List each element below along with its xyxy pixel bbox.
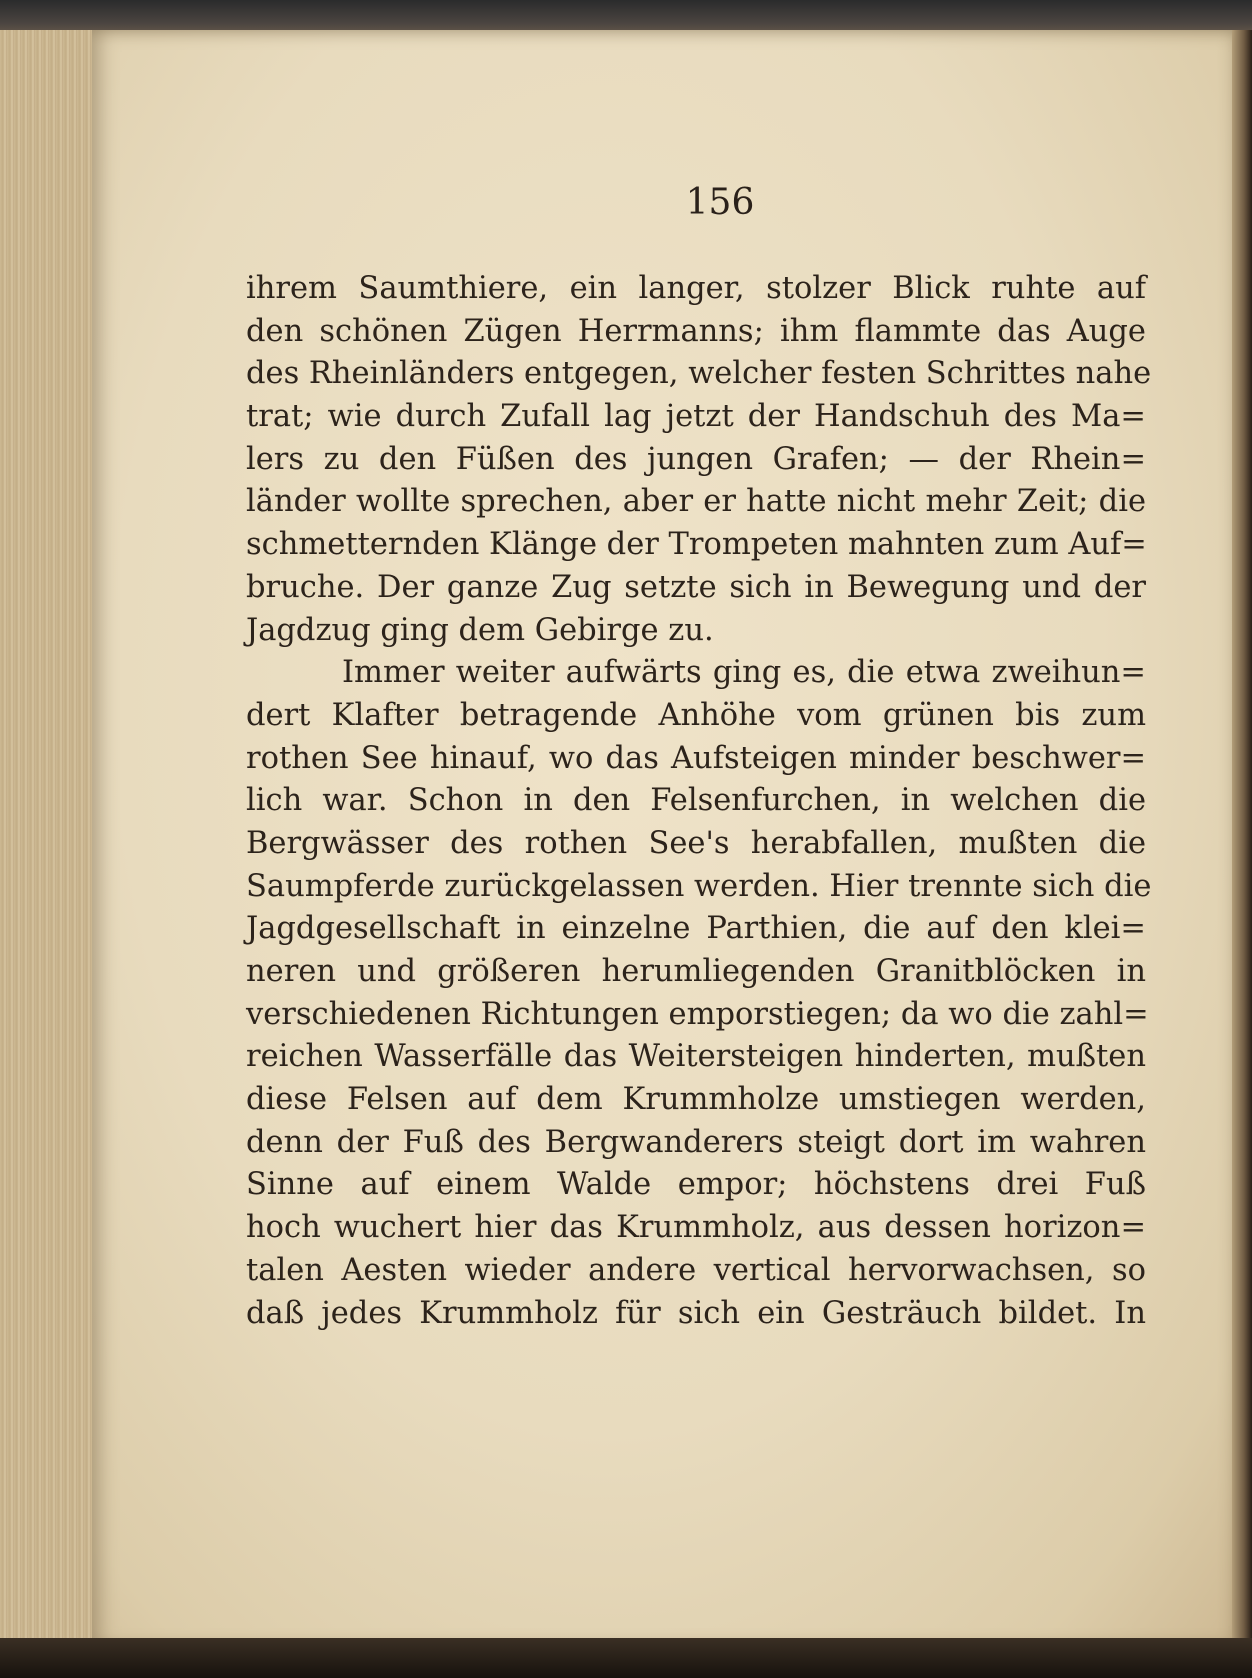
text-line: verschiedenen Richtungen emporstiegen; da wo die zahl= (246, 996, 1149, 1032)
book-bottom-edge (0, 1638, 1252, 1678)
text-line: ihrem Saumthiere, ein langer, stolzer Blick ruhte auf (246, 271, 1146, 306)
text-line: denn der Fuß des Bergwanderers steigt dort im wahren (246, 1124, 1146, 1160)
body-text (246, 268, 1152, 1335)
paragraph-start-line: Immer weiter aufwärts ging es, die etwa zweihun= (342, 655, 1146, 691)
text-line: reichen Wasserfälle das Weitersteigen hinderten, mußten (246, 1039, 1146, 1075)
text-line: hoch wuchert hier das Krummholz, aus dessen horizon= (246, 1210, 1146, 1246)
page-stack-left (0, 30, 102, 1650)
text-line: Jagdgesellschaft in einzelne Parthien, die auf den klei= (246, 911, 1146, 947)
page-number: 156 (685, 182, 755, 223)
text-line: Saumpferde zurückgelassen werden. Hier trennte sich die (246, 868, 1152, 904)
text-line: diese Felsen auf dem Krummholze umstiegen werden, (246, 1082, 1146, 1118)
book-right-edge (1232, 30, 1252, 1650)
text-line: rothen See hinauf, wo das Aufsteigen minder beschwer= (246, 740, 1146, 776)
text-line: bruche. Der ganze Zug setzte sich in Bewegung und der (246, 569, 1146, 605)
text-line: neren und größeren herumliegenden Granitblöcken in (246, 954, 1146, 989)
text-line: Jagdzug ging dem Gebirge zu. (246, 612, 714, 648)
text-line: Bergwässer des rothen See's herabfallen, mußten die (246, 825, 1146, 861)
text-line: schmetternden Klänge der Trompeten mahnten zum Auf= (246, 527, 1147, 563)
text-line: lich war. Schon in den Felsenfurchen, in welchen die (246, 783, 1146, 819)
text-line: lers zu den Füßen des jungen Grafen; — der Rhein= (246, 441, 1146, 477)
text-line: Sinne auf einem Walde empor; höchstens drei Fuß (246, 1167, 1146, 1203)
text-line: länder wollte sprechen, aber er hatte nicht mehr Zeit; die (246, 484, 1146, 520)
text-line: talen Aesten wieder andere vertical hervorwachsen, so (246, 1252, 1146, 1288)
text-line: dert Klafter betragende Anhöhe vom grünen bis zum (246, 697, 1146, 733)
text-line: daß jedes Krummholz für sich ein Gesträuch bildet. In (246, 1295, 1146, 1331)
text-line: des Rheinländers entgegen, welcher festen Schrittes nahe (246, 356, 1152, 392)
text-line: trat; wie durch Zufall lag jetzt der Handschuh des Ma= (246, 399, 1146, 435)
text-line: den schönen Zügen Herrmanns; ihm flammte das Auge (246, 313, 1146, 349)
